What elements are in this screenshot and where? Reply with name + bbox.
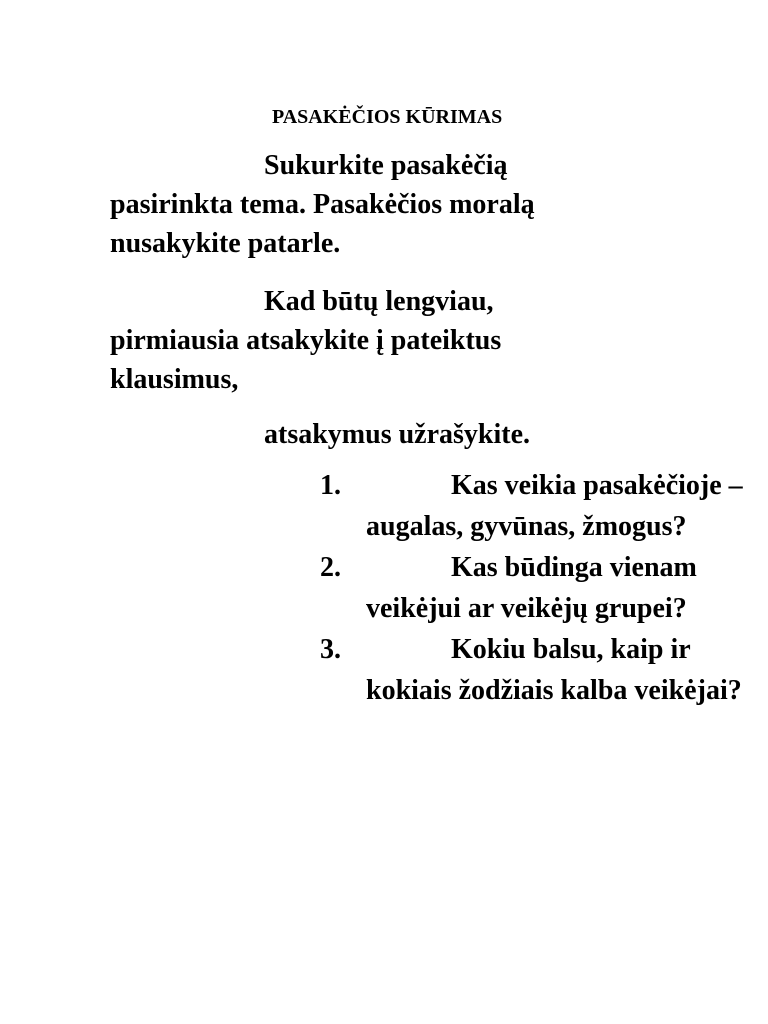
question-number: 1. [320,470,341,501]
question-text: Kokiu balsu, kaip ir kokiais žodžiais kalba veikėjai? [366,634,742,706]
question-item [320,465,760,547]
paragraph-line: klausimus, [110,364,239,395]
question-item [320,547,760,629]
question-number: 2. [320,552,341,583]
paragraph-line: Kad būtų lengviau, [264,286,494,317]
instruction-text: atsakymus užrašykite. [264,419,531,450]
paragraph-line: pasirinkta tema. Pasakėčios moralą [110,189,535,220]
question-text: Kas veikia pasakėčioje – augalas, gyvūnas, žmogus? [366,470,743,542]
question-list [320,465,760,711]
paragraph-line: nusakykite patarle. [110,228,341,259]
question-number: 3. [320,634,341,665]
question-item [320,629,760,711]
document-title: PASAKĖČIOS KŪRIMAS [272,106,503,128]
paragraph-line: pirmiausia atsakykite į pateiktus [110,325,502,356]
paragraph-line: Sukurkite pasakėčią [264,150,508,181]
question-text: Kas būdinga vienam veikėjui ar veikėjų grupei? [366,552,697,624]
paragraph-task [110,146,750,263]
paragraph-hint [110,282,750,399]
